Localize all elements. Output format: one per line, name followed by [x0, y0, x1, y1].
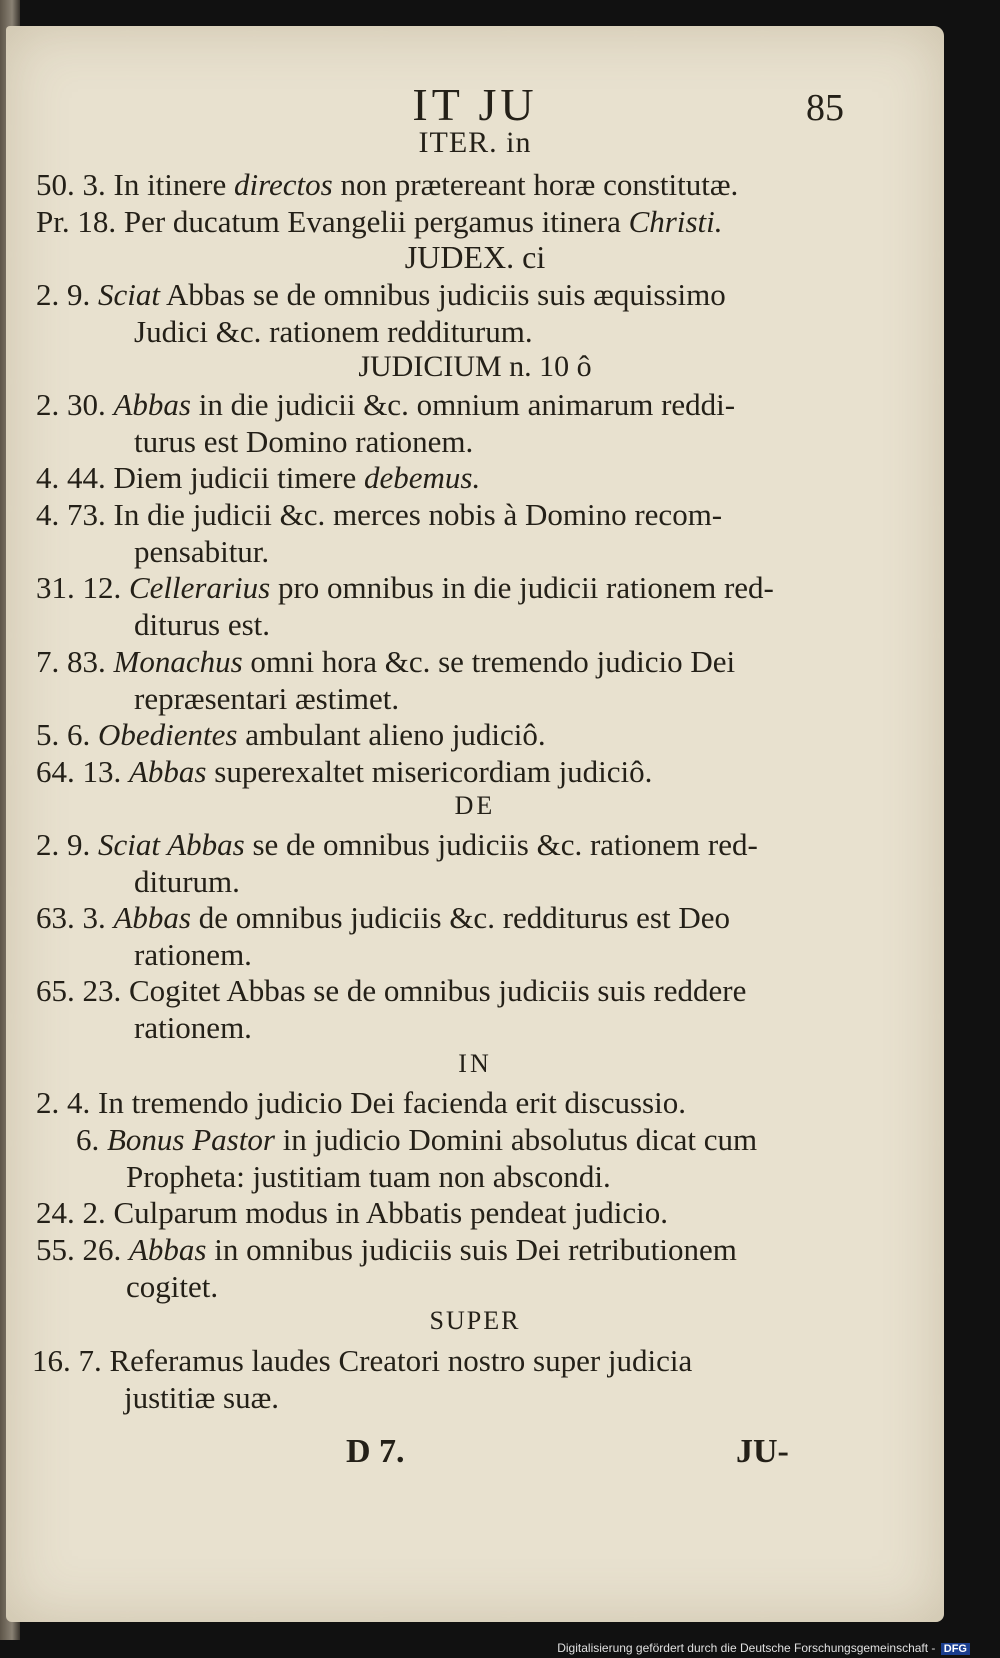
entry-text: Abbas se de omnibus judiciis suis æquissimo	[160, 277, 726, 312]
entry-ref: 63. 3.	[36, 900, 106, 935]
entry-italic: Monachus	[113, 644, 243, 679]
entry-ref: 65. 23.	[36, 973, 122, 1008]
entry-65-23	[36, 972, 746, 1009]
entry-50-3	[36, 166, 738, 203]
signature-mark: D 7.	[346, 1433, 405, 1470]
entry-16-7-continued: justitiæ suæ.	[124, 1380, 280, 1415]
entry-2-9-de	[36, 826, 758, 863]
entry-ref: 64. 13.	[36, 754, 122, 789]
entry-ref: 6.	[76, 1122, 100, 1157]
entry-ref: 2. 9.	[36, 277, 91, 312]
entry-text: In tremendo judicio Dei facienda erit discussio.	[98, 1085, 686, 1120]
entry-text: pro omnibus in die judicii rationem red-	[270, 570, 774, 605]
credit-text: Digitalisierung gefördert durch die Deutsche Forschungsgemeinschaft -	[557, 1641, 936, 1655]
entry-italic: Abbas	[129, 1232, 207, 1267]
entry-ref: Pr. 18.	[36, 204, 117, 239]
running-head: IT JU	[412, 79, 538, 130]
entry-55-26-continued: cogitet.	[126, 1269, 219, 1304]
section-heading-judex: JUDEX. ci	[404, 239, 546, 275]
entry-italic: Cellerarius	[129, 570, 271, 605]
entry-italic: Abbas	[113, 387, 191, 422]
entry-italic: Abbas	[113, 900, 191, 935]
entry-31-12	[36, 569, 774, 606]
entry-text: In itinere	[113, 167, 235, 202]
catchword: JU-	[736, 1433, 789, 1470]
entry-4-73	[36, 496, 722, 533]
entry-italic: Sciat	[98, 277, 160, 312]
entry-63-3	[36, 899, 730, 936]
entry-text: de omnibus judiciis &c. redditurus est Deo	[191, 900, 730, 935]
entry-24-2	[36, 1194, 668, 1231]
entry-2-30	[36, 386, 735, 423]
entry-7-83-continued: repræsentari æstimet.	[134, 681, 400, 716]
digitization-credit	[557, 1641, 970, 1655]
entry-italic: Obedientes	[98, 717, 238, 752]
entry-4-73-continued: pensabitur.	[134, 534, 270, 569]
entry-31-12-continued: diturus est.	[134, 607, 271, 642]
entry-ref: 4. 44.	[36, 460, 106, 495]
entry-4-44	[36, 459, 480, 496]
entry-7-83	[36, 643, 735, 680]
entry-text: ambulant alieno judiciô.	[237, 717, 546, 752]
entry-text: in omnibus judiciis suis Dei retributionem	[206, 1232, 737, 1267]
entry-ref: 2. 9.	[36, 827, 91, 862]
section-heading-iter: ITER. in	[418, 126, 532, 159]
entry-16-7	[32, 1342, 692, 1379]
entry-text: Referamus laudes Creatori nostro super judicia	[109, 1343, 693, 1378]
entry-5-6	[36, 716, 546, 753]
entry-pr-18	[36, 203, 723, 240]
section-heading-de: DE	[454, 791, 496, 820]
entry-text: se de omnibus judiciis &c. rationem red-	[244, 827, 758, 862]
entry-text: Per ducatum Evangelii pergamus itinera	[123, 204, 629, 239]
entry-text: non prætereant horæ constitutæ.	[332, 167, 739, 202]
entry-6	[76, 1121, 757, 1158]
entry-text: Culparum modus in Abbatis pendeat judicio.	[113, 1195, 668, 1230]
entry-ref: 2. 4.	[36, 1085, 91, 1120]
entry-text: in judicio Domini absolutus dicat cum	[274, 1122, 758, 1157]
entry-ref: 24. 2.	[36, 1195, 106, 1230]
entry-italic: Sciat Abbas	[98, 827, 245, 862]
entry-ref: 55. 26.	[36, 1232, 122, 1267]
entry-ref: 2. 30.	[36, 387, 106, 422]
entry-ref: 50. 3.	[36, 167, 106, 202]
section-heading-judicium: JUDICIUM n. 10 ô	[358, 350, 592, 383]
entry-italic: directos	[234, 167, 333, 202]
entry-text: Cogitet Abbas se de omnibus judiciis suis reddere	[129, 973, 747, 1008]
entry-text: superexaltet misericordiam judiciô.	[206, 754, 653, 789]
entry-italic: Bonus Pastor	[107, 1122, 275, 1157]
entry-italic: Abbas	[129, 754, 207, 789]
entry-2-4	[36, 1084, 686, 1121]
entry-2-9-continued: Judici &c. rationem redditurum.	[134, 314, 533, 349]
entry-64-13	[36, 753, 652, 790]
entry-ref: 31. 12.	[36, 570, 122, 605]
section-heading-super: SUPER	[429, 1306, 521, 1335]
entry-ref: 7. 83.	[36, 644, 106, 679]
entry-text: In die judicii &c. merces nobis à Domino recom-	[113, 497, 723, 532]
entry-italic: Christi.	[628, 204, 723, 239]
entry-ref: 4. 73.	[36, 497, 106, 532]
entry-text: in die judicii &c. omnium animarum reddi-	[191, 387, 736, 422]
entry-2-9-de-continued: diturum.	[134, 864, 240, 899]
entry-2-30-continued: turus est Domino rationem.	[134, 424, 474, 459]
page-number: 85	[806, 87, 844, 129]
dfg-logo: DFG	[941, 1643, 970, 1655]
entry-ref: 5. 6.	[36, 717, 91, 752]
section-heading-in: IN	[458, 1049, 492, 1078]
entry-ref: 16. 7.	[32, 1343, 102, 1378]
entry-65-23-continued: rationem.	[134, 1010, 252, 1045]
entry-55-26	[36, 1231, 737, 1268]
entry-63-3-continued: rationem.	[134, 937, 252, 972]
entry-text: omni hora &c. se tremendo judicio Dei	[242, 644, 736, 679]
entry-6-continued: Propheta: justitiam tuam non abscondi.	[126, 1159, 611, 1194]
entry-italic: debemus.	[364, 460, 481, 495]
entry-2-9	[36, 276, 726, 313]
entry-text: Diem judicii timere	[113, 460, 365, 495]
book-page	[6, 26, 944, 1622]
